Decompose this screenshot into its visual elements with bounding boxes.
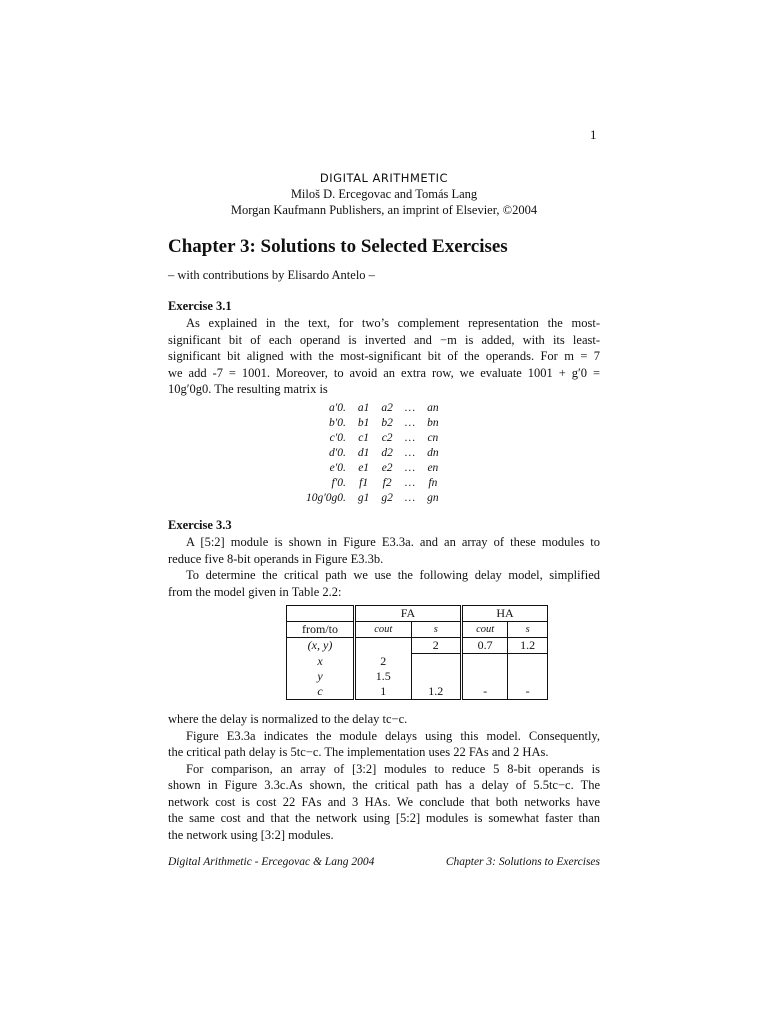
table-header-cell: cout xyxy=(462,622,508,638)
table-cell: 1.5 xyxy=(355,669,412,684)
matrix-cell: en xyxy=(427,461,439,474)
text-line: the same cost and that the network using [5:2] modules is somewhat faster than xyxy=(168,811,600,825)
table-cell xyxy=(508,654,548,670)
text-line: For comparison, an array of [3:2] modules to reduce 5 8-bit operands is xyxy=(186,761,600,776)
text-line: As explained in the text, for two’s complement representation the most- xyxy=(186,316,600,330)
matrix-cell: g1 xyxy=(357,491,370,504)
matrix-cell: gn xyxy=(427,491,439,504)
matrix-cell: … xyxy=(404,416,416,429)
matrix-row xyxy=(300,400,445,415)
matrix-cell: b2 xyxy=(381,416,393,429)
text-line: To determine the critical path we use the following delay model, simplified xyxy=(186,568,600,582)
matrix-cell: … xyxy=(404,431,416,444)
matrix-cell: f2 xyxy=(382,476,392,489)
matrix-cell: d′0. xyxy=(329,446,346,459)
text-line: from the model given in Table 2.2: xyxy=(168,584,342,599)
matrix-cell: a2 xyxy=(381,401,393,414)
matrix-cell: fn xyxy=(428,476,438,489)
text-line: A [5:2] module is shown in Figure E3.3a. and an array of these modules to xyxy=(186,535,600,549)
text-line: where the delay is normalized to the delay tc−c. xyxy=(168,712,408,726)
matrix-cell: c2 xyxy=(381,431,393,444)
exercise-3-1-text xyxy=(168,315,600,398)
chapter-title: Chapter 3: Solutions to Selected Exercises xyxy=(168,236,508,257)
matrix-row xyxy=(300,460,445,475)
matrix-cell: f1 xyxy=(359,476,369,489)
footer-left: Digital Arithmetic - Ercegovac & Lang 2004 xyxy=(168,856,375,868)
table-cell: x xyxy=(287,654,355,670)
authors: Miloš D. Ercegovac and Tomás Lang xyxy=(290,187,478,201)
text-line: Figure E3.3a indicates the module delays using this model. Consequently, xyxy=(186,728,600,743)
exercise-3-3-para1 xyxy=(168,534,600,600)
table-cell: y xyxy=(287,669,355,684)
text-line: 10g′0g0. The resulting matrix is xyxy=(168,382,328,396)
matrix-row xyxy=(300,475,445,490)
matrix-cell: c′0. xyxy=(329,431,346,444)
table-header-cell: cout xyxy=(355,622,412,638)
table-header-row xyxy=(287,622,548,638)
delay-model-table xyxy=(286,605,548,700)
table-cell: 1.2 xyxy=(508,638,548,654)
table-cell: 1.2 xyxy=(411,684,461,700)
table-cell xyxy=(462,669,508,684)
text-line: network cost is cost 22 FAs and 3 HAs. We conclude that both networks have xyxy=(168,794,600,809)
matrix-cell: bn xyxy=(427,416,439,429)
text-line: shown in Figure 3.3c.As shown, the critical path has a delay of 5.5tc−c. The xyxy=(168,778,600,792)
table-cell: 1 xyxy=(355,684,412,700)
table-cell xyxy=(355,638,412,654)
table-cell xyxy=(411,654,461,670)
matrix-cell: d2 xyxy=(381,446,393,459)
table-cell xyxy=(462,654,508,670)
matrix-cell: an xyxy=(427,401,439,414)
matrix-cell: e2 xyxy=(381,461,393,474)
publisher: Morgan Kaufmann Publishers, an imprint of Elsevier, ©2004 xyxy=(230,203,538,217)
table-cell: (x, y) xyxy=(287,638,355,654)
table-header-row xyxy=(287,606,548,622)
table-cell xyxy=(508,669,548,684)
matrix-cell: g2 xyxy=(381,491,393,504)
table-cell: 2 xyxy=(355,654,412,670)
matrix-cell: c1 xyxy=(358,431,370,444)
text-line: the network using [3:2] modules. xyxy=(168,827,334,842)
table-cell: c xyxy=(287,684,355,700)
matrix-cell: cn xyxy=(427,431,439,444)
table-row xyxy=(287,654,548,670)
text-line: significant bit aligned with the most-significant bit of the operands. For m = 7 xyxy=(168,349,600,363)
table-header-cell: s xyxy=(508,622,548,638)
footer-right: Chapter 3: Solutions to Exercises xyxy=(445,856,600,868)
table-cell xyxy=(411,669,461,684)
matrix-cell: 10g′0g0. xyxy=(306,491,346,504)
exercise-3-1-heading: Exercise 3.1 xyxy=(168,299,232,313)
matrix-cell: b′0. xyxy=(329,416,346,429)
table-cell: 0.7 xyxy=(462,638,508,654)
text-line: the critical path delay is 5tc−c. The implementation uses 22 FAs and 2 HAs. xyxy=(168,745,549,759)
table-row xyxy=(287,669,548,684)
matrix-row xyxy=(300,445,445,460)
text-line: we add -7 = 1001. Moreover, to avoid an extra row, we evaluate 1001 + g′0 = xyxy=(168,365,600,380)
matrix-cell: a1 xyxy=(357,401,370,414)
exercise-3-3-heading: Exercise 3.3 xyxy=(168,518,232,532)
matrix-cell: … xyxy=(404,476,416,489)
matrix-cell: f′0. xyxy=(331,476,346,489)
table-group-header: FA xyxy=(355,606,462,622)
table-cell: - xyxy=(462,684,508,700)
table-cell: - xyxy=(508,684,548,700)
table-group-header: HA xyxy=(462,606,548,622)
table-header-cell: from/to xyxy=(287,622,355,638)
matrix-cell: … xyxy=(404,491,416,504)
table-row xyxy=(287,638,548,654)
table-row xyxy=(287,684,548,700)
matrix-cell: dn xyxy=(427,446,439,459)
matrix-cell: d1 xyxy=(357,446,370,459)
matrix-cell: b1 xyxy=(357,416,370,429)
matrix-cell: a′0. xyxy=(329,401,346,414)
table-header-cell: s xyxy=(411,622,461,638)
book-title: DIGITAL ARITHMETIC xyxy=(319,171,449,185)
table-cell: 2 xyxy=(411,638,461,654)
matrix-row xyxy=(300,430,445,445)
matrix-cell: … xyxy=(404,401,416,414)
contributions-note: – with contributions by Elisardo Antelo – xyxy=(168,268,375,282)
matrix-cell: … xyxy=(404,446,416,459)
operand-matrix xyxy=(300,400,445,505)
matrix-row xyxy=(300,490,445,505)
matrix-cell: … xyxy=(404,461,416,474)
text-line: significant bit of each operand is inverted and −m is added, with its least- xyxy=(168,332,600,347)
matrix-cell: e1 xyxy=(358,461,370,474)
matrix-cell: e′0. xyxy=(329,461,346,474)
matrix-row xyxy=(300,415,445,430)
text-line: reduce five 8-bit operands in Figure E3.3b. xyxy=(168,551,384,566)
exercise-3-3-para3 xyxy=(168,711,600,843)
page-number: 1 xyxy=(590,127,597,142)
